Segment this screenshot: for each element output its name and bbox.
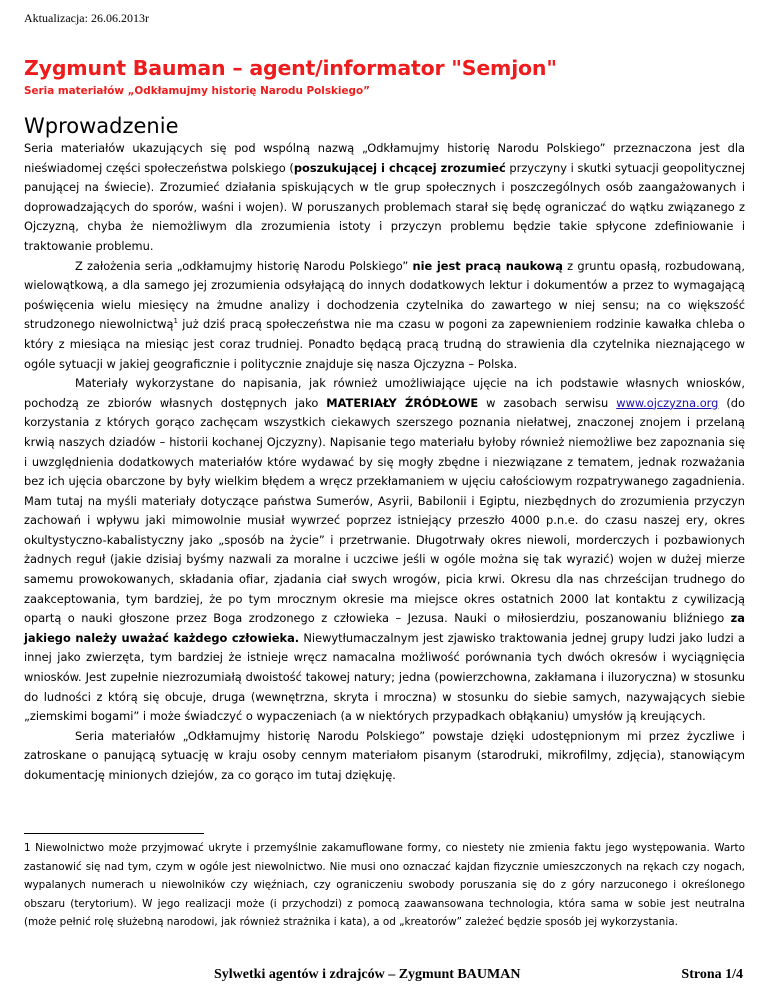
text-run: z gruntu opasłą, rozbudowaną, wielowątkową, a dla samego jej zrozumienia odsyłającą do innych dodatkowych lektur i dokumentów a przez to wymagającą poświęcenia wielu miesięcy na żmudne analizy i dochodzenia czytelnika do zawartego w niej sensu; na co większość strudzonego niewolnictwą bbox=[24, 258, 745, 332]
text-run: już dziś pracą społeczeństwa nie ma czasu w pogoni za zapewnieniem rodzinie kawałka chleba o który z miesiąca na miesiąc jest coraz trudniej. Ponadto będącą pracą trudną do strawienia dla czytelnika nieznającego w ogóle sytuacji w jakiej geograficznie i politycznie znajduje się nasza Ojczyzna – Polska. bbox=[24, 317, 745, 371]
paragraph bbox=[24, 139, 745, 257]
bold-phrase: nie jest pracą naukową bbox=[412, 258, 563, 273]
body-text bbox=[24, 139, 745, 786]
text-run: Seria materiałów ukazujących się pod wspólną nazwą „Odkłamujmy historię Narodu Polskiego” przeznaczona jest dla nieświadomej części społeczeństwa polskiego ( bbox=[24, 141, 745, 175]
document-title: Zygmunt Bauman – agent/informator "Semjon" bbox=[24, 56, 557, 80]
page-number: Strona 1/4 bbox=[681, 967, 743, 982]
text-run: w zasobach serwisu bbox=[478, 395, 617, 410]
text-run: Seria materiałów „Odkłamujmy historię Narodu Polskiego” powstaje dzięki udostępnionym mi przez życzliwe i zatroskane o panującą sytuację w kraju osoby cennym materiałom pisanym (starodruki, mikrofilmy, zdjęcia), stanowiącym dokumentację minionych dziejów, za co gorąco im tutaj dziękuję. bbox=[24, 728, 745, 782]
footnote-separator bbox=[24, 833, 204, 834]
source-link[interactable]: www.ojczyzna.org bbox=[616, 395, 719, 410]
text-run: Niewytłumaczalnym jest zjawisko traktowania jednej grupy ludzi jako ludzi a innej jako zwierzęta, tym bardziej że istnieje wręcz namacalna możliwość porównania tych dwóch okresów i wyciągnięcia wniosków. Jest zupełnie niezrozumiałą dwoistość takowej natury; jedna (powierzchowna, zakłamana i iluzoryczna) w stosunku do ludności z którą się obcuje, druga (wewnętrzna, skryta i mroczna) w stosunku do siebie samych, nazywających siebie „ziemskimi bogami” i może świadczyć o wypaczeniach (a w niektórych przypadkach obłąkaniu) umysłów ją kreujących. bbox=[24, 630, 745, 724]
paragraph bbox=[24, 257, 745, 375]
text-run: Materiały wykorzystane do napisania, jak również umożliwiające ujęcie na ich podstawie własnych wniosków, pochodzą ze zbiorów własnych dostępnych jako bbox=[24, 376, 745, 410]
text-run: Z założenia seria „odkłamujmy historię Narodu Polskiego” bbox=[75, 258, 413, 273]
footnote bbox=[24, 839, 745, 932]
bold-phrase: MATERIAŁY ŹRÓDŁOWE bbox=[326, 395, 479, 410]
footnote-marker: 1 bbox=[173, 317, 178, 326]
text-run: (do korzystania z których gorąco zachęcam wszystkich ciekawych szerszego poznania niełatwej, znaczonej znojem i przelaną krwią naszych dziadów – historii kochanej Ojczyzny). Napisanie tego materiału byłoby również niemożliwe bez zapoznania się i uwzględnienia dodatkowych materiałów które wydawać by się mogły zbędne i niezwiązane z tematem, jednak rozważania bez ich ujęcia obarczone by były wielkim błędem a wręcz przekłamaniem w ujęciu całościowym rozpatrywanego zagadnienia. Mam tutaj na myśli materiały dotyczące państwa Sumerów, Asyrii, Babilonii i Egiptu, niezbędnych do zrozumienia przyczyn zachowań i wpływu jaki mimowolnie musiał wywrzeć poprzez istniejący przeszło 4000 p.n.e. do czasu naszej ery, okres okultystyczno-kabalistyczny jako „sposób na życie” i przetrwanie. Długotrwały okres niewoli, morderczych i pozbawionych żadnych reguł (jakie dzisiaj byśmy nazwali za moralne i uczciwe jeśli w ogóle można się tak wyrazić) wojen w dużej mierze samemu prowokowanych, składania ofiar, zjadania ciał swych wrogów, picia krwi. Okresu dla nas chrześcijan trudnego do zaakceptowania, tym bardziej, że po tym mrocznym okresie ma miejsce okres ostatnich 2000 lat kontaktu z cywilizacją opartą o nauki głoszone przez Boga zrodzonego z człowieka – Jezusa. Nauki o miłosierdziu, poszanowaniu bliźniego bbox=[24, 395, 746, 626]
bold-phrase: poszukującej i chcącej zrozumieć bbox=[293, 160, 506, 175]
bold-phrase: za jakiego należy uważać każdego człowieka. bbox=[24, 611, 745, 645]
paragraph bbox=[24, 374, 745, 727]
update-date: Aktualizacja: 26.06.2013r bbox=[24, 11, 149, 25]
series-subtitle: Seria materiałów „Odkłamujmy historię Narodu Polskiego” bbox=[24, 85, 370, 97]
paragraph bbox=[24, 727, 745, 786]
footer-title: Sylwetki agentów i zdrajców – Zygmunt BAUMAN bbox=[214, 967, 521, 982]
text-run: przyczyny i skutki sytuacji geopolitycznej panującej na świecie). Zrozumieć działania spiskujących w tle grup społecznych i poszczególnych osób zaangażowanych i doprowadzających do sporów, waśni i wojen). W poruszanych problemach starał się będę ograniczać do wątku związanego z Ojczyzną, chyba że niemożliwym dla zrozumienia istoty i przyczyn problemu będzie takie spłycone zdefiniowanie i traktowanie problemu. bbox=[24, 160, 746, 253]
section-heading: Wprowadzenie bbox=[24, 114, 179, 138]
footnote-text: 1 Niewolnictwo może przyjmować ukryte i przemyślnie zakamuflowane formy, co niestety nie zmienia faktu jego występowania. Warto zastanowić się nad tym, czym w ogóle jest niewolnictwo. Nie musi ono oznaczać kajdan fizycznie umieszczonych na rękach czy nogach, wypalanych numerach u niewolników czy więźniach, czy ograniczeniu swobody poruszania się do z góry narzuconego i określonego obszaru (terytorium). W jego realizacji może (i przychodzi) z pomocą zaawansowana technologia, która sama w sobie jest neutralna (może pełnić rolę służebną narodowi, jak również strażnika i kata), a od „kreatorów” zależeć będzie sposób jej wykorzystania. bbox=[24, 842, 745, 929]
